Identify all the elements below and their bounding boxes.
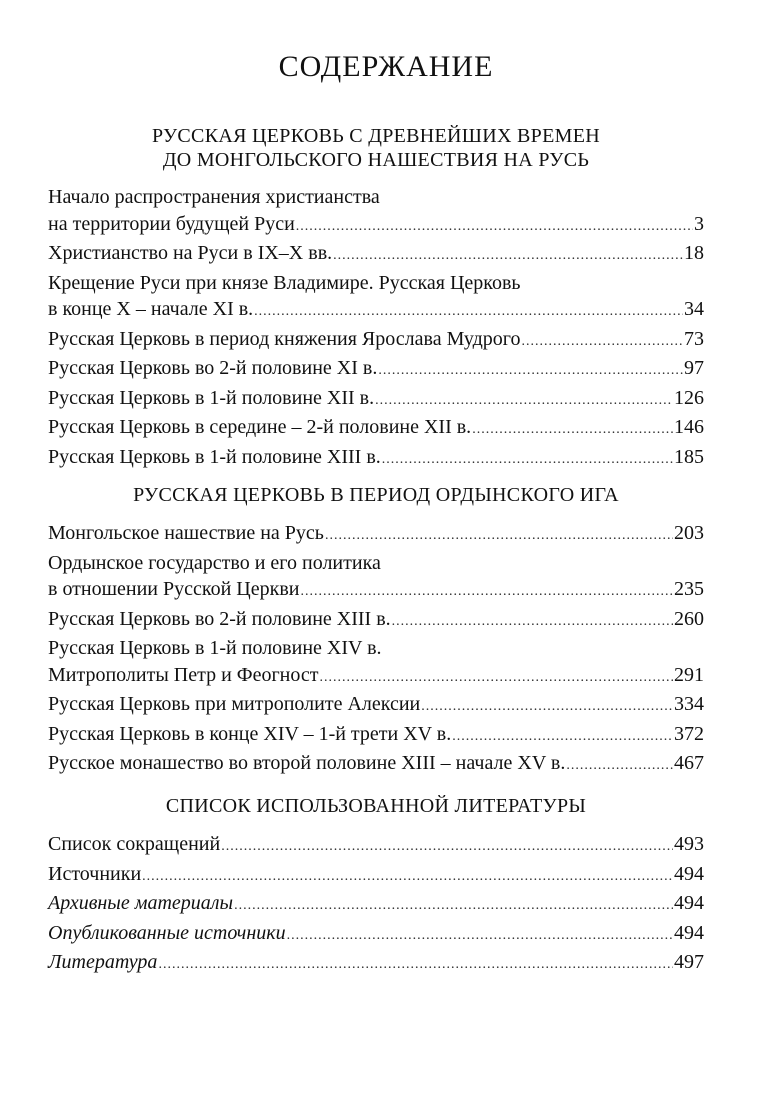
leader-dots xyxy=(234,893,673,920)
entry-first-line: Ордынское государство и его политика xyxy=(48,551,381,574)
entry-page-number: 497 xyxy=(674,951,704,973)
leader-dots xyxy=(254,299,683,326)
entry-page-number: 203 xyxy=(674,522,704,544)
toc-entry[interactable] xyxy=(48,520,704,550)
entry-page-number: 146 xyxy=(674,416,704,438)
toc-entry[interactable] xyxy=(48,861,704,891)
page-title: СОДЕРЖАНИЕ xyxy=(278,50,494,83)
toc-section-1 xyxy=(48,124,704,473)
entry-page-number: 494 xyxy=(674,862,704,885)
leader-dots xyxy=(521,329,683,356)
toc-section-2 xyxy=(48,483,704,780)
leader-dots xyxy=(421,694,673,721)
toc-entry[interactable] xyxy=(48,414,704,444)
entry-first-line: Крещение Руси при князе Владимире. Русская Церковь xyxy=(48,271,521,294)
toc-entry[interactable] xyxy=(48,326,704,356)
section-heading xyxy=(48,124,704,172)
toc-entry[interactable] xyxy=(48,270,704,326)
entry-page-number: 185 xyxy=(674,445,704,468)
entry-title: Опубликованные источники xyxy=(48,921,286,944)
toc-entry[interactable] xyxy=(48,831,704,861)
entry-page-number: 334 xyxy=(674,693,704,715)
section-heading xyxy=(48,483,704,507)
toc-entry[interactable] xyxy=(48,355,704,385)
entry-page-number: 260 xyxy=(674,607,704,630)
entry-page-number: 3 xyxy=(694,212,704,235)
toc-entries xyxy=(48,831,704,979)
leader-dots xyxy=(221,834,673,861)
entry-page-number: 494 xyxy=(674,921,704,944)
entry-page-number: 235 xyxy=(674,578,704,600)
leader-dots xyxy=(378,358,683,385)
entry-title: Русская Церковь в середине – 2-й половине XII в. xyxy=(48,416,472,438)
toc-entry[interactable] xyxy=(48,606,704,636)
entry-page-number: 467 xyxy=(674,752,704,774)
entry-title: Русская Церковь в 1-й половине XIII в. xyxy=(48,445,381,468)
leader-dots xyxy=(333,243,683,270)
toc-entries xyxy=(48,184,704,473)
leader-dots xyxy=(382,447,673,474)
section-heading-line: СПИСОК ИСПОЛЬЗОВАННОЙ ЛИТЕРАТУРЫ xyxy=(165,795,587,817)
toc-entry[interactable] xyxy=(48,920,704,950)
section-heading-line: ДО МОНГОЛЬСКОГО НАШЕСТВИЯ НА РУСЬ xyxy=(162,149,590,171)
leader-dots xyxy=(392,609,673,636)
entry-page-number: 18 xyxy=(684,242,704,264)
entry-title: Архивные материалы xyxy=(48,892,234,914)
entry-title: на территории будущей Руси xyxy=(48,212,295,235)
toc-entry[interactable] xyxy=(48,890,704,920)
toc-entry[interactable] xyxy=(48,240,704,270)
entry-title: Русская Церковь во 2-й половине XIII в. xyxy=(48,607,391,630)
leader-dots xyxy=(375,388,673,415)
leader-dots xyxy=(300,579,673,606)
entry-page-number: 493 xyxy=(674,833,704,855)
entry-title: в конце X – начале XI в. xyxy=(48,298,254,320)
toc-entry[interactable] xyxy=(48,184,704,240)
toc-entry[interactable] xyxy=(48,635,704,691)
entry-page-number: 291 xyxy=(674,663,704,686)
entry-title: Христианство на Руси в IX–X вв. xyxy=(48,242,333,264)
leader-dots xyxy=(158,952,673,979)
entry-page-number: 73 xyxy=(684,327,704,350)
entry-title: Монгольское нашествие на Русь xyxy=(48,522,324,544)
entry-title: Русская Церковь в конце XIV – 1-й трети XV в. xyxy=(48,722,452,745)
toc-entry[interactable] xyxy=(48,949,704,979)
entry-title: Литература xyxy=(48,951,158,973)
entry-page-number: 97 xyxy=(684,357,704,379)
entry-first-line: Начало распространения христианства xyxy=(48,186,380,208)
toc-entry[interactable] xyxy=(48,750,704,780)
leader-dots xyxy=(296,214,693,241)
toc-section-3 xyxy=(48,794,704,979)
entry-page-number: 126 xyxy=(674,386,704,409)
entry-title: Русская Церковь во 2-й половине XI в. xyxy=(48,357,378,379)
leader-dots xyxy=(566,753,673,780)
leader-dots xyxy=(319,665,673,692)
toc-entry[interactable] xyxy=(48,721,704,751)
entry-title: Русская Церковь при митрополите Алексии xyxy=(48,693,421,715)
entry-page-number: 372 xyxy=(674,722,704,745)
leader-dots xyxy=(287,923,673,950)
entry-page-number: 34 xyxy=(684,298,704,320)
toc-entry[interactable] xyxy=(48,444,704,474)
toc-entry[interactable] xyxy=(48,691,704,721)
section-heading-line: РУССКАЯ ЦЕРКОВЬ В ПЕРИОД ОРДЫНСКОГО ИГА xyxy=(133,484,619,506)
section-heading xyxy=(48,794,704,818)
toc-entry[interactable] xyxy=(48,385,704,415)
entry-title: в отношении Русской Церкви xyxy=(48,578,300,600)
section-heading-line: РУССКАЯ ЦЕРКОВЬ С ДРЕВНЕЙШИХ ВРЕМЕН xyxy=(152,125,600,147)
entry-title: Митрополиты Петр и Феогност xyxy=(48,663,319,686)
leader-dots xyxy=(472,417,673,444)
entry-title: Источники xyxy=(48,862,142,885)
entry-title: Русская Церковь в период княжения Ярослава Мудрого xyxy=(48,327,521,350)
toc-entry[interactable] xyxy=(48,550,704,606)
entry-title: Список сокращений xyxy=(48,833,221,855)
leader-dots xyxy=(325,523,673,550)
toc-entries xyxy=(48,520,704,780)
entry-page-number: 494 xyxy=(674,892,704,914)
leader-dots xyxy=(142,864,673,891)
entry-title: Русская Церковь в 1-й половине XII в. xyxy=(48,386,375,409)
entry-title: Русское монашество во второй половине XIII – начале XV в. xyxy=(48,752,566,774)
leader-dots xyxy=(452,724,673,751)
entry-first-line: Русская Церковь в 1-й половине XIV в. xyxy=(48,637,382,659)
